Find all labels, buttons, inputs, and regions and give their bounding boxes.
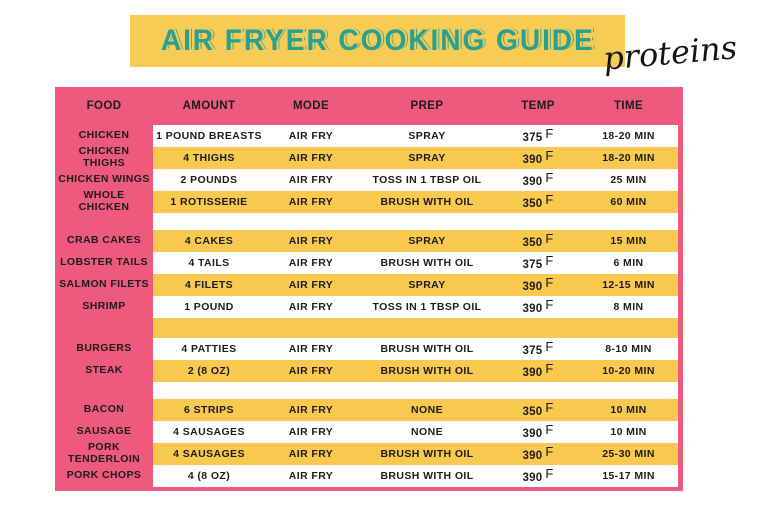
table-body (55, 125, 683, 487)
time-cell: 15 MIN (610, 235, 647, 247)
mode-cell: AIR FRY (288, 279, 334, 291)
table-row (55, 191, 683, 213)
temp-cell: 390 F (522, 465, 554, 484)
temp-cell: 390 F (522, 421, 554, 440)
food-cell (55, 296, 153, 318)
header-cell-food (55, 87, 153, 125)
time-cell: 10-20 MIN (602, 365, 655, 377)
row-strip (153, 169, 678, 191)
food-cell (55, 465, 153, 487)
row-strip (153, 125, 678, 147)
food-cell (55, 360, 153, 382)
prep-cell: BRUSH WITH OIL (380, 257, 474, 269)
row-strip (153, 252, 678, 274)
amount-cell: 1 POUND BREASTS (156, 130, 262, 142)
food-label: WHOLE CHICKEN (78, 189, 130, 213)
time-cell: 10 MIN (610, 404, 647, 416)
food-label: CRAB CAKES (66, 234, 141, 247)
temp-unit: F (545, 443, 554, 459)
food-label: PORK CHOPS (66, 469, 142, 482)
header-label: TIME (613, 100, 644, 112)
food-cell (55, 252, 153, 274)
time-cell: 8 MIN (613, 301, 644, 313)
temp-cell: 350 F (522, 399, 554, 418)
temp-cell: 390 F (522, 443, 554, 462)
amount-cell: 4 THIGHS (183, 152, 235, 164)
mode-cell: AIR FRY (288, 448, 334, 460)
spacer-strip (153, 213, 678, 230)
row-strip (153, 230, 678, 252)
header-label: AMOUNT (182, 100, 236, 112)
row-strip (153, 399, 678, 421)
time-cell: 25 MIN (610, 174, 647, 186)
prep-cell: BRUSH WITH OIL (380, 470, 474, 482)
food-cell (55, 318, 153, 338)
amount-cell: 2 POUNDS (180, 174, 238, 186)
food-cell (55, 421, 153, 443)
temp-unit: F (545, 252, 554, 268)
temp-cell: 390 F (522, 274, 554, 293)
time-cell: 10 MIN (610, 426, 647, 438)
table-header-row (55, 87, 683, 125)
amount-cell: 4 SAUSAGES (173, 448, 245, 460)
amount-cell: 4 SAUSAGES (173, 426, 245, 438)
food-cell (55, 125, 153, 147)
table-row (55, 147, 683, 169)
time-cell: 18-20 MIN (602, 130, 655, 142)
table-row (55, 169, 683, 191)
time-cell: 18-20 MIN (602, 152, 655, 164)
row-strip (153, 443, 678, 465)
temp-cell: 350 F (522, 191, 554, 210)
row-strip (153, 338, 678, 360)
temp-unit: F (545, 230, 554, 246)
temp-cell: 390 F (522, 169, 554, 188)
mode-cell: AIR FRY (288, 470, 334, 482)
page-title: AIR FRYER COOKING GUIDE (160, 24, 595, 57)
header-label: FOOD (86, 100, 122, 112)
table-row (55, 443, 683, 465)
mode-cell: AIR FRY (288, 301, 334, 313)
amount-cell: 4 (8 OZ) (187, 470, 231, 482)
row-strip (153, 274, 678, 296)
prep-cell: TOSS IN 1 TBSP OIL (372, 174, 482, 186)
food-cell (55, 399, 153, 421)
time-cell: 12-15 MIN (602, 279, 655, 291)
header-label: TEMP (521, 100, 555, 112)
food-cell (55, 382, 153, 399)
cooking-guide-table (55, 87, 683, 491)
spacer-row (55, 382, 683, 399)
mode-cell: AIR FRY (288, 130, 334, 142)
prep-cell: BRUSH WITH OIL (380, 365, 474, 377)
amount-cell: 6 STRIPS (184, 404, 234, 416)
header-label: PREP (410, 100, 444, 112)
spacer-strip (153, 382, 678, 399)
temp-cell: 390 F (522, 360, 554, 379)
table-row (55, 399, 683, 421)
food-label: CHICKEN THIGHS (78, 145, 130, 169)
spacer-row (55, 213, 683, 230)
temp-unit: F (545, 296, 554, 312)
food-label: CHICKEN WINGS (58, 173, 150, 186)
food-label: SAUSAGE (76, 425, 132, 438)
amount-cell: 1 POUND (184, 301, 234, 313)
prep-cell: SPRAY (408, 235, 446, 247)
prep-cell: SPRAY (408, 279, 446, 291)
header-label: MODE (292, 100, 330, 112)
food-label: STEAK (85, 364, 123, 377)
spacer-strip (153, 318, 678, 338)
temp-unit: F (545, 274, 554, 290)
row-strip (153, 147, 678, 169)
mode-cell: AIR FRY (288, 404, 334, 416)
mode-cell: AIR FRY (288, 257, 334, 269)
food-cell (55, 147, 153, 169)
temp-unit: F (545, 465, 554, 481)
temp-cell: 390 F (522, 296, 554, 315)
temp-unit: F (545, 169, 554, 185)
row-strip (153, 465, 678, 487)
food-cell (55, 191, 153, 213)
amount-cell: 1 ROTISSERIE (170, 196, 248, 208)
temp-cell: 375 F (522, 338, 554, 357)
food-cell (55, 213, 153, 230)
prep-cell: SPRAY (408, 152, 446, 164)
food-label: SALMON FILETS (59, 278, 149, 291)
food-cell (55, 230, 153, 252)
prep-cell: BRUSH WITH OIL (380, 343, 474, 355)
prep-cell: NONE (411, 426, 443, 438)
prep-cell: BRUSH WITH OIL (380, 196, 474, 208)
amount-cell: 4 PATTIES (181, 343, 237, 355)
food-label: BURGERS (76, 342, 132, 355)
table-row (55, 421, 683, 443)
row-strip (153, 296, 678, 318)
table-row (55, 360, 683, 382)
row-strip (153, 360, 678, 382)
amount-cell: 4 TAILS (188, 257, 230, 269)
amount-cell: 4 FILETS (184, 279, 234, 291)
temp-cell: 350 F (522, 230, 554, 249)
temp-unit: F (545, 399, 554, 415)
amount-cell: 4 CAKES (184, 235, 234, 247)
mode-cell: AIR FRY (288, 174, 334, 186)
time-cell: 60 MIN (610, 196, 647, 208)
mode-cell: AIR FRY (288, 343, 334, 355)
food-label: BACON (83, 403, 125, 416)
mode-cell: AIR FRY (288, 426, 334, 438)
food-cell (55, 443, 153, 465)
prep-cell: SPRAY (408, 130, 446, 142)
food-label: CHICKEN (78, 129, 130, 142)
title-banner (130, 15, 625, 67)
temp-unit: F (545, 125, 554, 141)
temp-unit: F (545, 147, 554, 163)
row-strip (153, 421, 678, 443)
table-row (55, 338, 683, 360)
header-strip (153, 87, 678, 125)
time-cell: 25-30 MIN (602, 448, 655, 460)
prep-cell: NONE (411, 404, 443, 416)
table-row (55, 230, 683, 252)
food-label: SHRIMP (82, 300, 126, 313)
table-row (55, 274, 683, 296)
amount-cell: 2 (8 OZ) (187, 365, 231, 377)
mode-cell: AIR FRY (288, 196, 334, 208)
prep-cell: TOSS IN 1 TBSP OIL (372, 301, 482, 313)
food-label: PORK TENDERLOIN (67, 441, 141, 465)
temp-unit: F (545, 360, 554, 376)
subtitle-proteins: proteins (601, 28, 739, 78)
prep-cell: BRUSH WITH OIL (380, 448, 474, 460)
food-cell (55, 169, 153, 191)
time-cell: 15-17 MIN (602, 470, 655, 482)
mode-cell: AIR FRY (288, 235, 334, 247)
table-row (55, 296, 683, 318)
food-label: LOBSTER TAILS (60, 256, 148, 269)
table-row (55, 252, 683, 274)
time-cell: 8-10 MIN (605, 343, 652, 355)
temp-cell: 375 F (522, 125, 554, 144)
mode-cell: AIR FRY (288, 152, 334, 164)
temp-cell: 375 F (522, 252, 554, 271)
time-cell: 6 MIN (613, 257, 644, 269)
temp-unit: F (545, 191, 554, 207)
spacer-row (55, 318, 683, 338)
food-cell (55, 274, 153, 296)
mode-cell: AIR FRY (288, 365, 334, 377)
table-row (55, 125, 683, 147)
table-row (55, 465, 683, 487)
food-cell (55, 338, 153, 360)
temp-unit: F (545, 338, 554, 354)
temp-unit: F (545, 421, 554, 437)
temp-cell: 390 F (522, 147, 554, 166)
row-strip (153, 191, 678, 213)
